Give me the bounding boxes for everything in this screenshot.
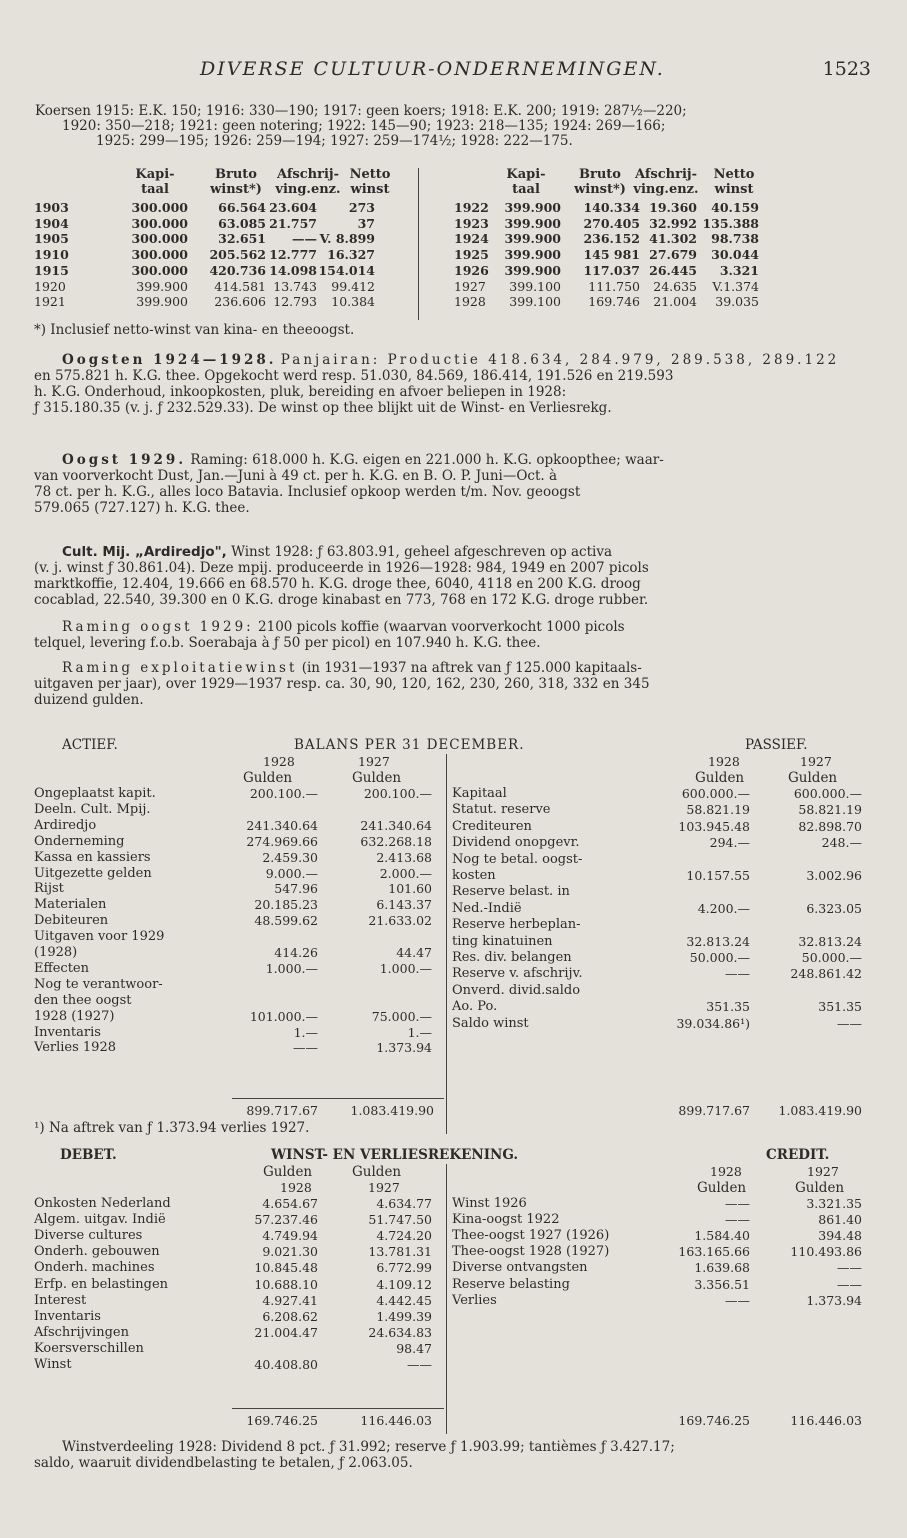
table-cell: 14.098	[269, 262, 317, 278]
balans-total-assets-1928: 899.717.67	[246, 1103, 318, 1118]
wv-credit-label: Diverse ontvangsten	[452, 1260, 588, 1276]
table-cell: 399.900	[136, 294, 188, 310]
cult-text-2: (v. j. winst ƒ 30.861.04). Deze mpij. produceerde in 1926—1928: 984, 1949 en 2007 picols	[34, 560, 649, 576]
table-cell: 205.562	[209, 247, 266, 263]
table-cell: 26.445	[649, 262, 697, 278]
wv-debit-label: Algem. uitgav. Indië	[34, 1212, 166, 1228]
wv-debit-1928: 4.654.67	[262, 1196, 318, 1211]
balans-asset-1928: 547.96	[274, 881, 318, 897]
table-cell: 37	[357, 215, 375, 231]
balans-asset-1928: 2.459.30	[262, 849, 318, 865]
wv-year-right: 1927	[807, 1164, 839, 1179]
balans-currency-right: Gulden	[788, 770, 838, 786]
wv-debit-1927: 4.442.45	[376, 1292, 432, 1308]
table-cell: 399.900	[504, 215, 561, 231]
balans-liability-label: Reserve herbeplan-	[452, 917, 581, 933]
table-cell: 273	[348, 200, 375, 215]
table-header-netto-0: Netto	[349, 167, 391, 182]
wv-credit-1928: 1.639.68	[694, 1260, 750, 1276]
wv-credit-label: Winst 1926	[452, 1196, 527, 1211]
wv-divider	[446, 1164, 447, 1434]
balans-divider	[446, 754, 447, 1134]
wv-debit-1928: 6.208.62	[262, 1308, 318, 1324]
wv-credit-1928: ——	[725, 1292, 750, 1308]
table-year: 1905	[34, 231, 69, 247]
cult-text-3: marktkoffie, 12.404, 19.666 en 68.570 h. K.G. droge thee, 6040, 4118 en 200 K.G. droog	[34, 576, 641, 592]
balans-asset-1927: 101.60	[388, 881, 432, 897]
koersen-line-3: 1925: 299—195; 1926: 259—194; 1927: 259—174½; 1928: 222—175.	[96, 133, 573, 149]
balans-liability-label: Reserve v. afschrijv.	[452, 966, 583, 982]
actief-label: ACTIEF.	[62, 737, 118, 753]
wv-debit-label: Onderh. machines	[34, 1260, 155, 1276]
balans-asset-label: Deeln. Cult. Mpij.	[34, 801, 151, 817]
table-cell: 399.900	[504, 231, 561, 247]
balans-year-left: 1927	[358, 754, 390, 769]
table-cell: 19.360	[649, 200, 697, 215]
balans-currency-left: Gulden	[352, 770, 402, 786]
balans-asset-1928: 200.100.—	[249, 786, 318, 801]
balans-asset-1927: 1.—	[407, 1024, 432, 1040]
balans-currency-left: Gulden	[243, 770, 293, 786]
balans-asset-label: Kassa en kassiers	[34, 849, 151, 865]
table-cell: 21.004	[653, 294, 697, 310]
balans-asset-1927: 1.000.—	[379, 960, 432, 976]
final-line-2: saldo, waaruit dividendbelasting te betalen, ƒ 2.063.05.	[34, 1455, 413, 1471]
table-cell: 300.000	[131, 262, 188, 278]
debet-label: DEBET.	[60, 1147, 117, 1163]
oogst1929-text-1: Raming: 618.000 h. K.G. eigen en 221.000 h. K.G. opkoopthee; waar-	[190, 452, 664, 468]
table-header-bruto2-0: winst*)	[210, 182, 262, 197]
wv-credit-1927: 861.40	[818, 1212, 862, 1228]
oogsten-text-2: en 575.821 h. K.G. thee. Opgekocht werd resp. 51.030, 84.569, 186.414, 191.526 en 219.593	[34, 368, 674, 384]
balans-liability-label: Statut. reserve	[452, 802, 551, 818]
balans-asset-1928: 414.26	[274, 945, 318, 960]
wv-debit-label: Erfp. en belastingen	[34, 1276, 169, 1292]
wv-debit-label: Onderh. gebouwen	[34, 1244, 160, 1260]
table-divider	[418, 168, 419, 320]
balans-asset-1928: ——	[293, 1040, 318, 1056]
table-year: 1904	[34, 215, 69, 231]
table-cell: 236.152	[583, 231, 640, 247]
wv-total-debit-1927: 116.446.03	[360, 1413, 432, 1428]
balans-liability-1928: 294.—	[709, 835, 750, 851]
table-cell: 99.412	[331, 278, 375, 294]
balans-asset-1927: 200.100.—	[363, 786, 432, 801]
wv-credit-1928: ——	[725, 1212, 750, 1228]
balans-asset-label: Uitgaven voor 1929	[34, 929, 165, 945]
wv-credit-label: Thee-oogst 1928 (1927)	[452, 1244, 610, 1260]
wv-debit-label: Inventaris	[34, 1308, 101, 1324]
table-cell: 399.900	[504, 262, 561, 278]
balans-asset-1927: 2.000.—	[379, 865, 432, 881]
balans-liability-1927: 82.898.70	[798, 818, 862, 834]
balans-liability-label: Saldo winst	[452, 1015, 529, 1031]
raming2-heading: Raming exploitatiewinst	[62, 660, 298, 676]
balans-asset-label: Effecten	[34, 960, 89, 976]
koersen-line-1: Koersen 1915: E.K. 150; 1916: 330—190; 1917: geen koers; 1918: E.K. 200; 1919: 287½—220;	[35, 103, 687, 119]
table-year: 1927	[454, 278, 486, 294]
table-cell: 12.777	[269, 247, 317, 263]
table-cell: 236.606	[214, 294, 266, 310]
wv-currency-left: Gulden	[263, 1164, 313, 1180]
wv-debit-1927: 4.634.77	[376, 1196, 432, 1211]
balans-liability-1927: 58.821.19	[798, 802, 862, 818]
raming1-text-1: 2100 picols koffie (waarvan voorverkocht 1000 picols	[258, 619, 625, 635]
wv-debit-label: Interest	[34, 1292, 87, 1308]
wv-debit-1927: 4.724.20	[376, 1228, 432, 1244]
table-year: 1924	[454, 231, 489, 247]
wv-debit-1928: 10.688.10	[254, 1276, 318, 1292]
balans-currency-right: Gulden	[695, 770, 745, 786]
balans-asset-label: Ardiredjo	[34, 817, 97, 833]
table-cell: 140.334	[583, 200, 640, 215]
wv-credit-1928: 163.165.66	[678, 1244, 750, 1260]
balans-asset-1927: 75.000.—	[371, 1008, 432, 1024]
balans-total-rule	[232, 1098, 444, 1099]
wv-total-credit-1927: 116.446.03	[790, 1413, 862, 1428]
balans-total-liab-1927: 1.083.419.90	[778, 1103, 862, 1118]
balans-liability-1927: 351.35	[818, 999, 862, 1015]
balans-liability-1927: 600.000.—	[793, 786, 862, 801]
raming2-text-1: (in 1931—1937 na aftrek van ƒ 125.000 kapitaals-	[301, 660, 642, 676]
table-year: 1923	[454, 215, 489, 231]
balans-asset-1928: 9.000.—	[265, 865, 318, 881]
page-number: 1523	[822, 58, 871, 80]
raming2-text-3: duizend gulden.	[34, 692, 144, 708]
balans-asset-1928: 20.185.23	[254, 897, 318, 913]
wv-debit-1928: 9.021.30	[262, 1244, 318, 1260]
cult-text-1: Winst 1928: ƒ 63.803.91, geheel afgeschreven op activa	[231, 544, 613, 560]
wv-total-rule	[232, 1408, 444, 1409]
wv-total-debit-1928: 169.746.25	[246, 1413, 318, 1428]
table-year: 1920	[34, 278, 66, 294]
table-cell: 300.000	[131, 247, 188, 263]
balans-total-assets-1927: 1.083.419.90	[350, 1103, 434, 1118]
balans-asset-1927: 241.340.64	[360, 817, 432, 833]
balans-title: BALANS PER 31 DECEMBER.	[294, 737, 525, 753]
cult-text-4: cocablad, 22.540, 39.300 en 0 K.G. droge kinabast en 773, 768 en 172 K.G. droge rubber.	[34, 592, 649, 608]
balans-asset-1927: 44.47	[396, 945, 432, 960]
table-header-netto2-0: winst	[350, 182, 390, 197]
table-cell: 300.000	[131, 215, 188, 231]
page-header	[0, 58, 907, 86]
balans-asset-1927: 21.633.02	[368, 913, 432, 929]
table-cell: 300.000	[131, 200, 188, 215]
balans-liability-1928: 10.157.55	[686, 868, 750, 883]
wv-credit-1927: 394.48	[818, 1228, 862, 1244]
table-header-kapi2-0: taal	[141, 182, 169, 197]
balans-note: ¹) Na aftrek van ƒ 1.373.94 verlies 1927.	[34, 1120, 310, 1136]
table-header-netto2-1: winst	[714, 182, 754, 197]
balans-liability-label: Ned.-Indië	[452, 900, 522, 916]
oogsten-text-3: h. K.G. Onderhoud, inkoopkosten, pluk, bereiding en afvoer beliepen in 1928:	[34, 384, 567, 400]
table-cell: 23.604	[269, 200, 317, 215]
balans-asset-1928: 48.599.62	[254, 913, 318, 929]
wv-year-right: 1928	[710, 1164, 742, 1179]
oogst1929-text-4: 579.065 (727.127) h. K.G. thee.	[34, 500, 250, 516]
balans-asset-label: Materialen	[34, 897, 107, 913]
table-cell: 66.564	[218, 200, 266, 215]
balans-liability-1928: 4.200.—	[697, 900, 750, 916]
oogst1929-text-3: 78 ct. per h. K.G., alles loco Batavia. Inclusief opkoop werden t/m. Nov. geoogst	[34, 484, 581, 500]
table-cell: 399.100	[509, 294, 561, 310]
table-cell: 270.405	[583, 215, 640, 231]
balans-asset-label: Onderneming	[34, 833, 125, 849]
wv-credit-label: Reserve belasting	[452, 1276, 570, 1292]
table-cell: 32.651	[218, 231, 266, 247]
table-cell: 399.900	[136, 278, 188, 294]
balans-asset-1927: 6.143.37	[376, 897, 432, 913]
wv-currency-right: Gulden	[697, 1180, 747, 1196]
table-cell: 32.992	[649, 215, 697, 231]
table-header-bruto2-1: winst*)	[574, 182, 626, 197]
balans-liability-label: Kapitaal	[452, 786, 507, 801]
table-header-bruto-1: Bruto	[579, 167, 621, 182]
balans-asset-label: Verlies 1928	[34, 1040, 116, 1056]
wv-currency-right: Gulden	[795, 1180, 845, 1196]
balans-liability-1928: 600.000.—	[681, 786, 750, 801]
wv-debit-1927: 13.781.31	[368, 1244, 432, 1260]
balans-liability-label: Crediteuren	[452, 818, 532, 834]
oogsten-heading: Oogsten 1924—1928.	[62, 352, 277, 368]
balans-liability-label: kosten	[452, 868, 496, 883]
balans-liability-1927: 248.861.42	[790, 966, 862, 982]
table-cell: 300.000	[131, 231, 188, 247]
table-year: 1910	[34, 247, 69, 263]
raming2-text-2: uitgaven per jaar), over 1929—1937 resp. ca. 30, 90, 120, 162, 230, 260, 318, 332 en 345	[34, 676, 650, 692]
table-cell: 40.159	[711, 200, 759, 215]
balans-liability-1928: 58.821.19	[686, 802, 750, 818]
balans-year-right: 1928	[708, 754, 740, 769]
wv-debit-label: Diverse cultures	[34, 1228, 143, 1244]
table-header-afschr2-1: ving.enz.	[633, 182, 699, 197]
table-cell: 13.743	[273, 278, 317, 294]
table-header-afschr-1: Afschrij-	[634, 167, 698, 182]
balans-asset-1927: 2.413.68	[376, 849, 432, 865]
wv-debit-1928: 4.927.41	[262, 1292, 318, 1308]
wv-year-left: 1928	[280, 1180, 312, 1195]
passief-label: PASSIEF.	[745, 737, 808, 753]
wv-credit-1928: 1.584.40	[694, 1228, 750, 1244]
table-header-afschr-0: Afschrij-	[276, 167, 340, 182]
table-cell: 30.044	[711, 247, 759, 263]
table-cell: 420.736	[209, 262, 266, 278]
oogsten-text-4: ƒ 315.180.35 (v. j. ƒ 232.529.33). De winst op thee blijkt uit de Winst- en Verliesrekg.	[34, 400, 612, 416]
oogsten-text-1: Panjairan: Productie 418.634, 284.979, 289.538, 289.122	[280, 352, 840, 368]
balans-liability-1928: ——	[725, 966, 750, 982]
wv-title: WINST- EN VERLIESREKENING.	[271, 1147, 519, 1163]
table-year: 1928	[454, 294, 486, 310]
balans-liability-1927: 6.323.05	[806, 900, 862, 916]
balans-liability-1928: 103.945.48	[678, 818, 750, 834]
table-footnote: *) Inclusief netto-winst van kina- en theeoogst.	[34, 322, 355, 338]
table-header-kapi-0: Kapi-	[135, 167, 175, 182]
balans-liability-label: Reserve belast. in	[452, 884, 570, 900]
balans-asset-label: Ongeplaatst kapit.	[34, 786, 156, 801]
table-cell: 12.793	[273, 294, 317, 310]
balans-liability-label: Ao. Po.	[452, 999, 498, 1015]
table-year: 1925	[454, 247, 489, 263]
final-line-1: Winstverdeeling 1928: Dividend 8 pct. ƒ 31.992; reserve ƒ 1.903.99; tantièmes ƒ 3.427.17;	[62, 1439, 675, 1455]
balans-liability-1928: 351.35	[706, 999, 750, 1015]
table-cell: 41.302	[649, 231, 697, 247]
table-cell: 21.757	[269, 215, 317, 231]
table-year: 1926	[454, 262, 489, 278]
balans-liability-1928: 39.034.86¹)	[676, 1015, 750, 1031]
balans-asset-label: (1928)	[34, 945, 78, 960]
raming1-heading: Raming oogst 1929:	[62, 619, 254, 635]
oogst1929-text-2: van voorverkocht Dust, Jan.—Juni à 49 ct. per h. K.G. en B. O. P. Juni—Oct. à	[34, 468, 558, 484]
wv-debit-label: Onkosten Nederland	[34, 1196, 171, 1211]
table-cell: 117.037	[583, 262, 640, 278]
balans-liability-1927: ——	[837, 1015, 862, 1031]
balans-asset-label: Inventaris	[34, 1024, 101, 1040]
table-cell: ——	[292, 231, 317, 247]
wv-debit-1927: 98.47	[396, 1340, 432, 1356]
balans-asset-1928: 101.000.—	[249, 1008, 318, 1024]
table-cell: 135.388	[702, 215, 759, 231]
table-cell: 399.900	[504, 200, 561, 215]
balans-year-right: 1927	[800, 754, 832, 769]
table-cell: 16.327	[327, 247, 375, 263]
table-header-netto-1: Netto	[713, 167, 755, 182]
wv-credit-label: Verlies	[452, 1292, 497, 1308]
balans-liability-label: Nog te betal. oogst-	[452, 851, 583, 867]
table-cell: 169.746	[588, 294, 640, 310]
wv-credit-1928: ——	[725, 1196, 750, 1211]
wv-debit-label: Afschrijvingen	[34, 1324, 129, 1340]
table-cell: 98.738	[711, 231, 759, 247]
table-cell: 414.581	[214, 278, 266, 294]
balans-total-liab-1928: 899.717.67	[678, 1103, 750, 1118]
wv-debit-label: Winst	[34, 1357, 72, 1372]
wv-debit-1927: 51.747.50	[368, 1212, 432, 1228]
table-header-kapi2-1: taal	[512, 182, 540, 197]
balans-asset-1928: 241.340.64	[246, 817, 318, 833]
balans-liability-label: Res. div. belangen	[452, 950, 572, 965]
balans-asset-label: 1928 (1927)	[34, 1008, 115, 1024]
wv-credit-1927: 3.321.35	[806, 1196, 862, 1211]
balans-liability-1927: 50.000.—	[801, 950, 862, 965]
balans-liability-1927: 248.—	[821, 835, 862, 851]
oogst1929-heading: Oogst 1929.	[62, 452, 187, 468]
table-cell: 27.679	[649, 247, 697, 263]
balans-asset-1927: 1.373.94	[376, 1040, 432, 1056]
running-title: DIVERSE CULTUUR-ONDERNEMINGEN.	[200, 58, 665, 80]
wv-credit-1927: ——	[837, 1260, 862, 1276]
wv-credit-1928: 3.356.51	[694, 1276, 750, 1292]
credit-label: CREDIT.	[766, 1147, 830, 1163]
wv-debit-1927: ——	[407, 1357, 432, 1372]
table-header-bruto-0: Bruto	[215, 167, 257, 182]
wv-credit-1927: 1.373.94	[806, 1292, 862, 1308]
table-header-afschr2-0: ving.enz.	[275, 182, 341, 197]
table-cell: V.1.374	[712, 278, 759, 294]
table-year: 1903	[34, 200, 69, 215]
wv-debit-1928: 10.845.48	[254, 1260, 318, 1276]
balans-liability-1927: 32.813.24	[798, 933, 862, 949]
wv-currency-left: Gulden	[352, 1164, 402, 1180]
wv-debit-1928: 57.237.46	[254, 1212, 318, 1228]
balans-asset-label: Debiteuren	[34, 913, 109, 929]
table-cell: V. 8.899	[319, 231, 375, 247]
table-header-kapi-1: Kapi-	[506, 167, 546, 182]
balans-year-left: 1928	[263, 754, 295, 769]
balans-asset-1928: 1.000.—	[265, 960, 318, 976]
wv-credit-1927: ——	[837, 1276, 862, 1292]
table-cell: 24.635	[653, 278, 697, 294]
wv-debit-1927: 1.499.39	[376, 1308, 432, 1324]
table-cell: 399.100	[509, 278, 561, 294]
balans-liability-label: Dividend onopgevr.	[452, 835, 580, 851]
table-cell: 3.321	[719, 262, 759, 278]
wv-year-left: 1927	[368, 1180, 400, 1195]
balans-liability-label: ting kinatuinen	[452, 933, 553, 949]
balans-asset-1927: 632.268.18	[360, 833, 432, 849]
balans-asset-label: Nog te verantwoor-	[34, 976, 163, 992]
wv-credit-label: Thee-oogst 1927 (1926)	[452, 1228, 610, 1244]
balans-asset-label: Uitgezette gelden	[34, 865, 152, 881]
wv-debit-1928: 40.408.80	[254, 1357, 318, 1372]
koersen-line-2: 1920: 350—218; 1921: geen notering; 1922: 145—90; 1923: 218—135; 1924: 269—166;	[62, 118, 666, 134]
balans-liability-label: Onverd. divid.saldo	[452, 982, 581, 998]
wv-debit-1927: 24.634.83	[368, 1324, 432, 1340]
table-cell: 154.014	[318, 262, 375, 278]
balans-asset-1928: 1.—	[293, 1024, 318, 1040]
table-year: 1915	[34, 262, 69, 278]
balans-asset-label: den thee oogst	[34, 992, 132, 1008]
cult-heading: Cult. Mij. „Ardiredjo",	[62, 544, 227, 560]
table-year: 1922	[454, 200, 489, 215]
wv-credit-1927: 110.493.86	[790, 1244, 862, 1260]
table-cell: 10.384	[331, 294, 375, 310]
balans-asset-1928: 274.969.66	[246, 833, 318, 849]
wv-debit-1928: 21.004.47	[254, 1324, 318, 1340]
table-year: 1921	[34, 294, 66, 310]
wv-debit-label: Koersverschillen	[34, 1340, 144, 1356]
balans-liability-1928: 50.000.—	[689, 950, 750, 965]
balans-asset-label: Rijst	[34, 881, 64, 897]
wv-credit-label: Kina-oogst 1922	[452, 1212, 560, 1228]
wv-debit-1927: 4.109.12	[376, 1276, 432, 1292]
table-cell: 39.035	[715, 294, 759, 310]
raming1-text-2: telquel, levering f.o.b. Soerabaja à ƒ 50 per picol) en 107.940 h. K.G. thee.	[34, 635, 541, 651]
table-cell: 145 981	[583, 247, 640, 263]
balans-liability-1927: 3.002.96	[806, 868, 862, 883]
wv-total-credit-1928: 169.746.25	[678, 1413, 750, 1428]
wv-debit-1927: 6.772.99	[376, 1260, 432, 1276]
wv-debit-1928: 4.749.94	[262, 1228, 318, 1244]
table-cell: 63.085	[218, 215, 266, 231]
balans-liability-1928: 32.813.24	[686, 933, 750, 949]
table-cell: 399.900	[504, 247, 561, 263]
table-cell: 111.750	[588, 278, 640, 294]
